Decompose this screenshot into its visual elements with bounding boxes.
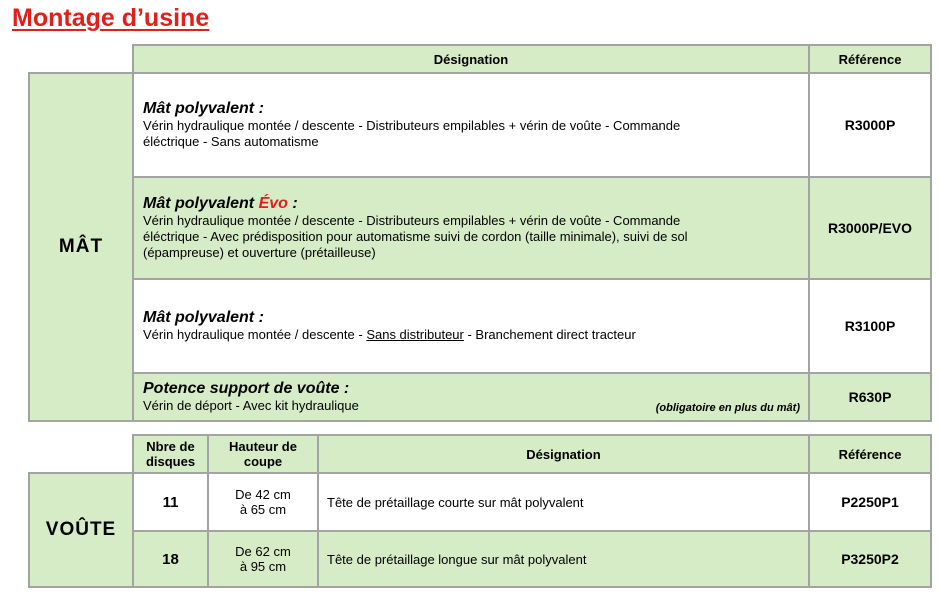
voute-row-2-hauteur-l1: De 62 cm	[235, 544, 291, 559]
mat-header-designation: Désignation	[132, 44, 810, 74]
mat-row-4-designation	[132, 372, 810, 422]
voute-side-label	[28, 472, 134, 588]
voute-row-1-reference: P2250P1	[808, 472, 932, 532]
mat-row-2-desc-3: (épampreuse) et ouverture (prétailleuse)	[143, 245, 376, 260]
voute-header-disques	[132, 434, 209, 474]
voute-header-hauteur	[207, 434, 319, 474]
page-title: Montage d’usine	[12, 4, 210, 32]
mat-side-label	[28, 72, 134, 422]
mat-row-2-desc-2: éléctrique - Avec prédisposition pour automatisme suivi de cordon (taille minimale), suivi de sol	[143, 229, 688, 244]
mat-row-3-designation	[132, 278, 810, 374]
voute-row-1-designation: Tête de prétaillage courte sur mât polyvalent	[317, 472, 810, 532]
mat-row-2-name-prefix: Mât polyvalent	[143, 195, 259, 212]
mat-row-3-desc-before: Vérin hydraulique montée / descente -	[143, 327, 367, 342]
voute-header-disques-l2: disques	[145, 454, 196, 469]
mat-row-2-name-suffix: :	[287, 195, 298, 212]
mat-row-1-name: Mât polyvalent :	[143, 100, 264, 117]
mat-row-4-desc: Vérin de déport - Avec kit hydraulique	[143, 398, 359, 413]
mat-header-reference: Référence	[808, 44, 932, 74]
voute-row-2-hauteur-l2: à 95 cm	[239, 559, 287, 574]
voute-row-2-disques: 18	[132, 530, 209, 588]
mat-row-4-name: Potence support de voûte :	[143, 380, 350, 397]
mat-row-2-name	[143, 195, 808, 213]
voute-row-1-hauteur-l1: De 42 cm	[235, 487, 291, 502]
voute-row-1-hauteur	[207, 472, 319, 532]
mat-row-4-note: (obligatoire en plus du mât)	[655, 402, 800, 414]
voute-header-hauteur-l2: coupe	[243, 454, 283, 469]
mat-row-1-designation	[132, 72, 810, 178]
voute-side-text: VOÛTE	[45, 519, 117, 540]
voute-header-reference: Référence	[808, 434, 932, 474]
voute-header-disques-l1: Nbre de	[146, 439, 195, 454]
mat-row-2-desc-1: Vérin hydraulique montée / descente - Distributeurs empilables + vérin de voûte - Commande	[143, 213, 681, 228]
voute-row-2-designation: Tête de prétaillage longue sur mât polyvalent	[317, 530, 810, 588]
mat-row-3-name: Mât polyvalent :	[143, 309, 264, 326]
voute-row-1-disques: 11	[132, 472, 209, 532]
voute-row-1-hauteur-l2: à 65 cm	[239, 502, 287, 517]
voute-header-designation: Désignation	[317, 434, 810, 474]
mat-row-1-desc-1: Vérin hydraulique montée / descente - Distributeurs empilables + vérin de voûte - Commande	[143, 118, 681, 133]
voute-header-hauteur-l1: Hauteur de	[229, 439, 297, 454]
mat-row-1-reference: R3000P	[808, 72, 932, 178]
mat-row-2-reference: R3000P/EVO	[808, 176, 932, 280]
mat-row-2-name-evo: Évo	[258, 195, 288, 212]
voute-row-2-reference: P3250P2	[808, 530, 932, 588]
mat-side-text: MÂT	[58, 236, 104, 257]
mat-row-1-desc-2: éléctrique - Sans automatisme	[143, 134, 319, 149]
mat-row-4-reference: R630P	[808, 372, 932, 422]
mat-row-3-desc-underlined: Sans distributeur	[366, 327, 464, 342]
mat-row-3-desc-after: - Branchement direct tracteur	[463, 327, 636, 342]
mat-row-3-reference: R3100P	[808, 278, 932, 374]
mat-row-2-designation	[132, 176, 810, 280]
voute-row-2-hauteur	[207, 530, 319, 588]
mat-row-3-desc	[143, 327, 808, 343]
